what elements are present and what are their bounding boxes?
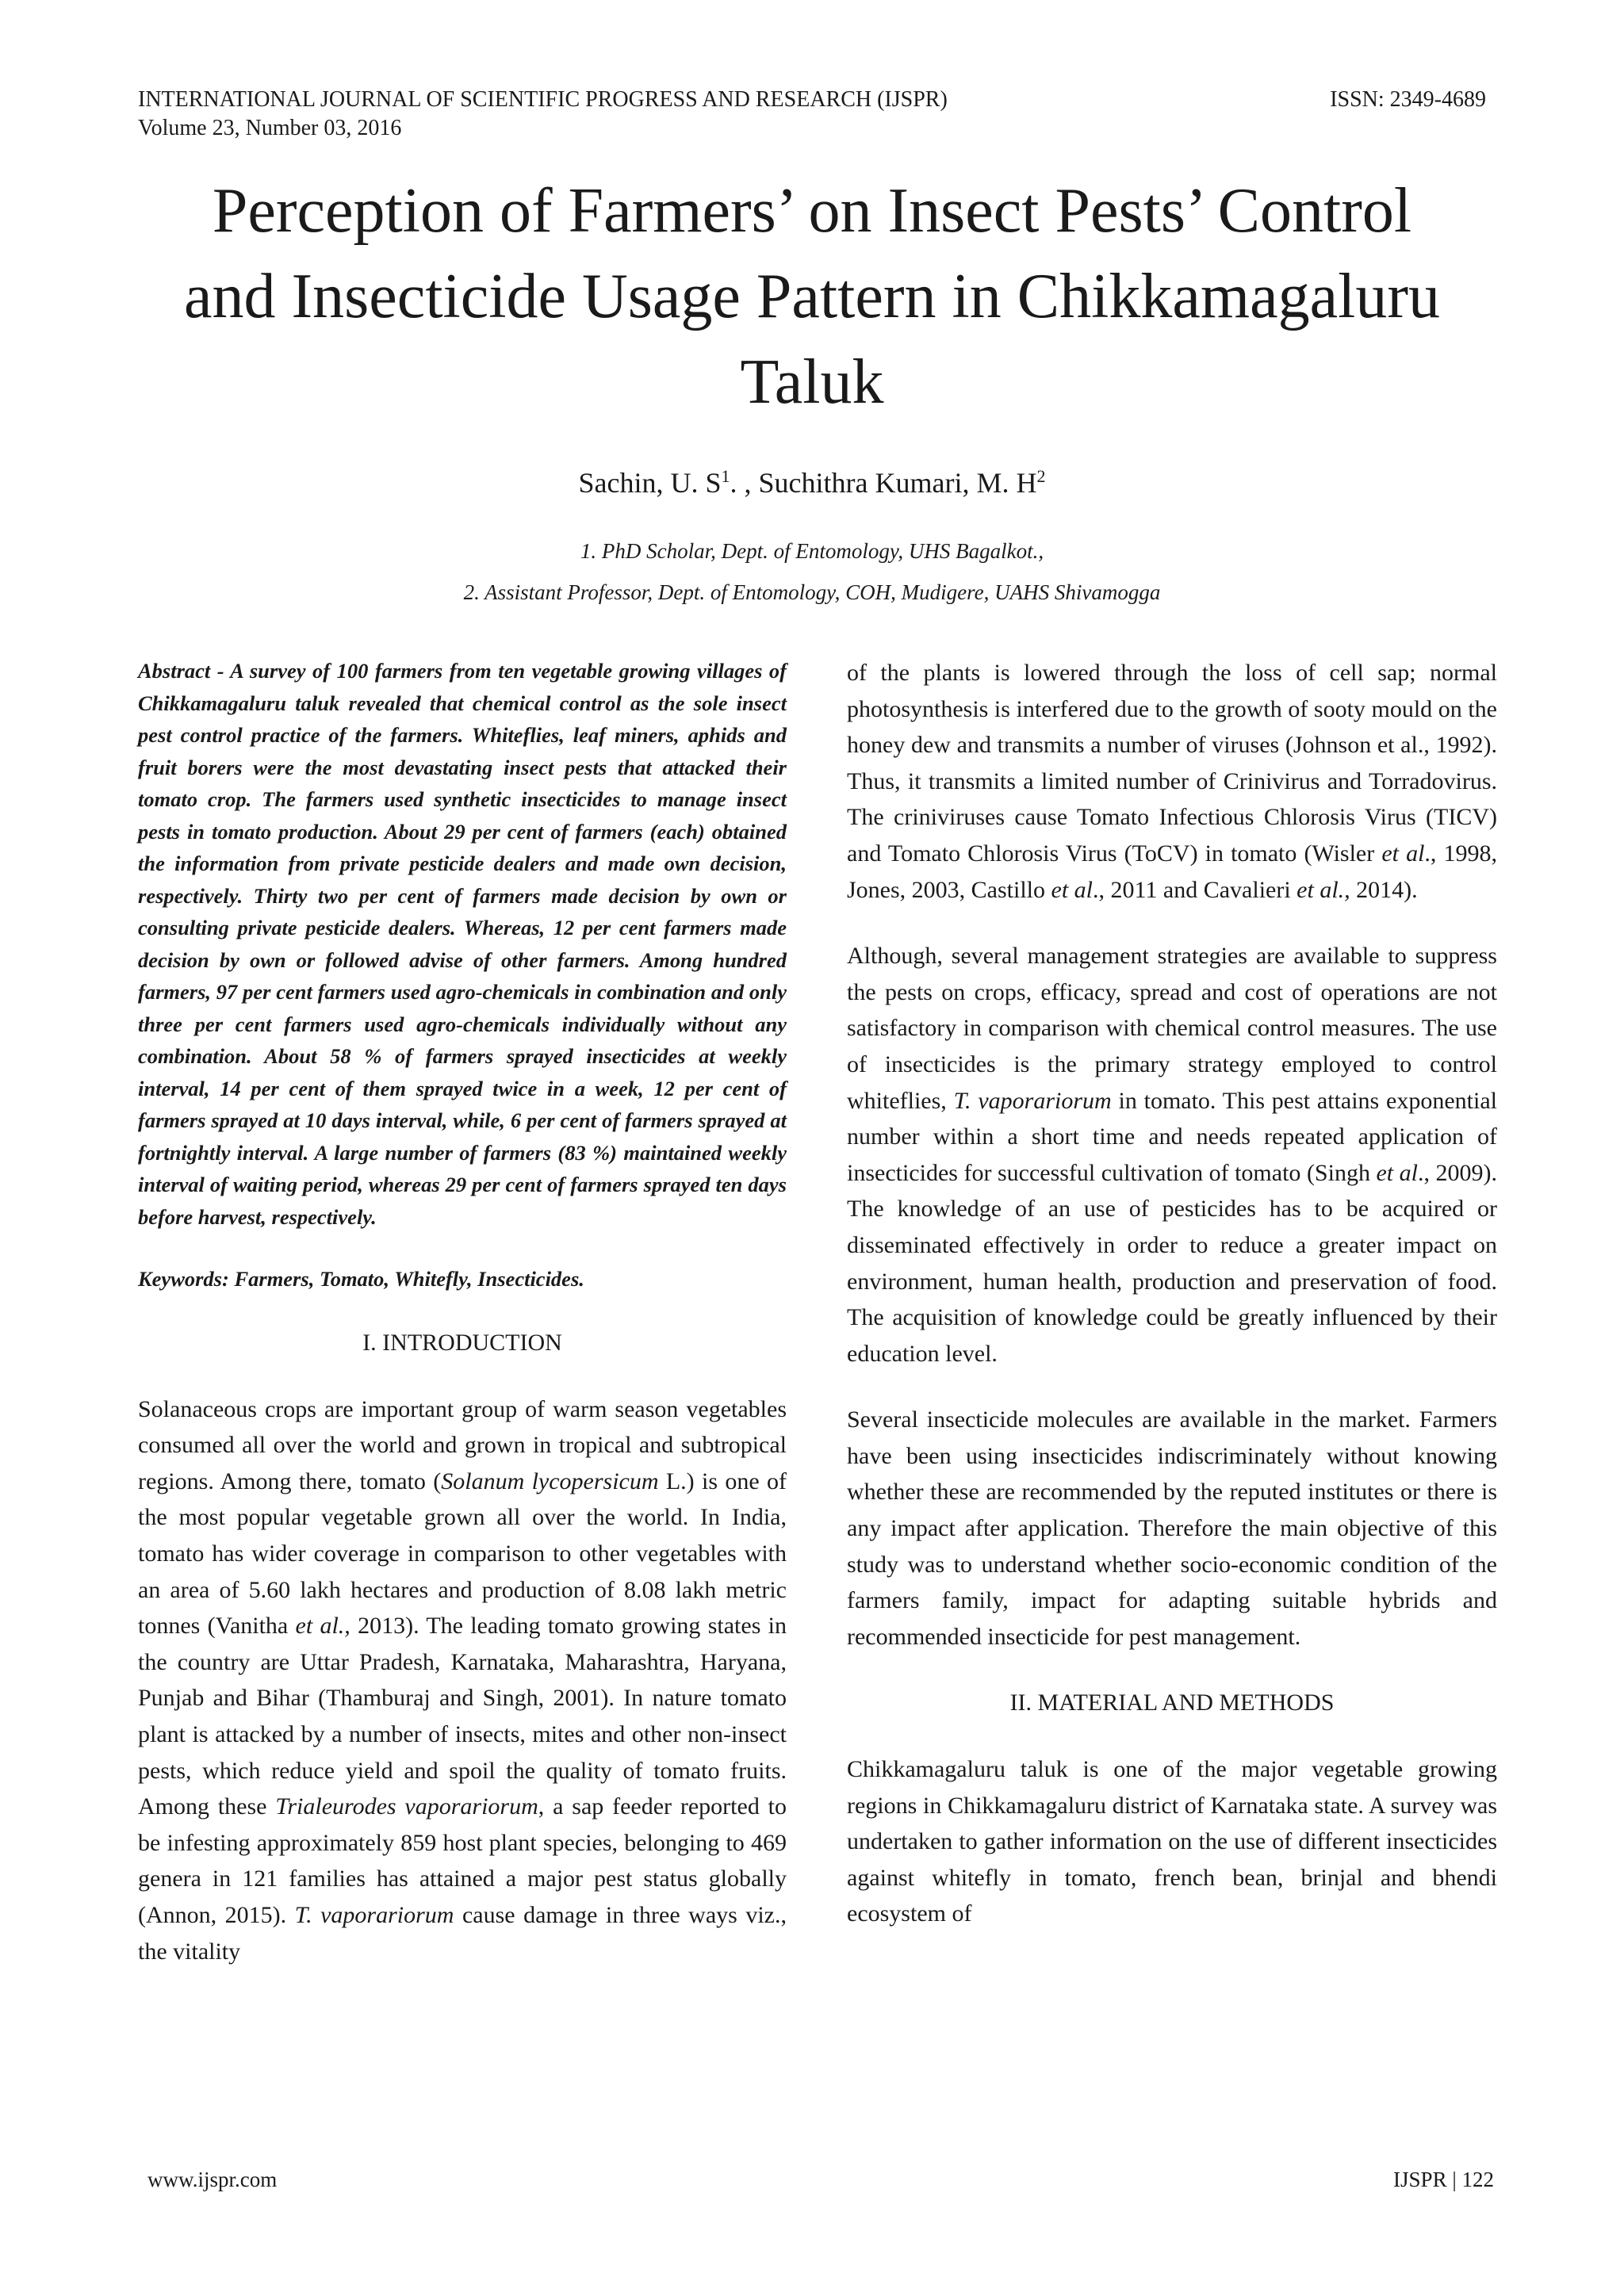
body-paragraph: Although, several management strategies are available to suppress the pests on crops, efficacy, spread and cost of operations are not satisfactory in comparison with chemical control measures. The use of insecticides is the primary strategy employed to control whiteflies, T. vaporariorum in tomato. This pest attains exponential number within a short time and needs repeated application of insecticides for successful cultivation of tomato (Singh et al., 2009). The knowledge of an use of pesticides has to be acquired or disseminated effectively in order to reduce a greater impact on environment, human health, production and preservation of food. The acquisition of knowledge could be greatly influenced by their education level. xyxy=(847,943,1497,1367)
species-name: Trialeurodes vaporariorum xyxy=(275,1793,538,1820)
paper-title xyxy=(138,168,1486,425)
keywords: Keywords: Farmers, Tomato, Whitefly, Insecticides. xyxy=(138,1267,584,1291)
species-name: Solanum lycopersicum xyxy=(441,1468,659,1494)
affiliation-1: 1. PhD Scholar, Dept. of Entomology, UHS Bagalkot., xyxy=(580,539,1044,563)
issn: ISSN: 2349-4689 xyxy=(1330,87,1486,112)
author-1: Sachin, U. S xyxy=(578,467,722,499)
footer-page-number: IJSPR | 122 xyxy=(1393,2168,1494,2191)
et-al: et al., xyxy=(295,1613,350,1640)
footer-website[interactable]: www.ijspr.com xyxy=(147,2168,278,2191)
section-heading-methods: II. MATERIAL AND METHODS xyxy=(1009,1689,1335,1716)
author-2-sup: 2 xyxy=(1036,466,1046,486)
body-paragraph: of the plants is lowered through the loss of cell sap; normal photosynthesis is interfered due to the growth of sooty mould on the honey dew and transmits a number of viruses (Johnson et al., 1992). Thus, it transmits a limited number of Crinivirus and Torradovirus. The criniviruses cause Tomato Infectious Chlorosis Virus (TICV) and Tomato Chlorosis Virus (ToCV) in tomato (Wisler et al., 1998, Jones, 2003, Castillo et al., 2011 and Cavalieri et al., 2014). xyxy=(847,660,1497,903)
affiliation-2: 2. Assistant Professor, Dept. of Entomology, COH, Mudigere, UAHS Shivamogga xyxy=(463,580,1161,604)
abstract: Abstract - A survey of 100 farmers from ten vegetable growing villages of Chikkamagaluru taluk revealed that chemical control as the sole insect pest control practice of the farmers. Whiteflies, leaf miners, aphids and fruit borers were the most devastating insect pests that attacked their tomato crop. The farmers used synthetic insecticides to manage insect pests in tomato production. About 29 per cent of farmers (each) obtained the information from private pesticide dealers and made own decision, respectively. Thirty two per cent of farmers made decision by own or consulting private pesticide dealers. Whereas, 12 per cent farmers made decision by own or followed advise of other farmers. Among hundred farmers, 97 per cent farmers used agro-chemicals in combination and only three per cent farmers used agro-chemicals individually without any combination. About 58 % of farmers sprayed insecticides at weekly interval, 14 per cent of them sprayed twice in a week, 12 per cent of farmers sprayed at 10 days interval, while, 6 per cent of farmers sprayed at fortnightly interval. A large number of farmers (83 %) maintained weekly interval of waiting period, whereas 29 per cent of farmers sprayed ten days before harvest, respectively. xyxy=(138,659,787,1229)
authors xyxy=(138,466,1486,499)
intro-paragraph: Solanaceous crops are important group of warm season vegetables consumed all over the world and grown in tropical and subtropical regions. Among there, tomato (Solanum lycopersicum L.) is one of the most popular vegetable grown all over the world. In India, tomato has wider coverage in comparison to other vegetables with an area of 5.60 lakh hectares and production of 8.08 lakh metric tonnes (Vanitha et al., 2013). The leading tomato growing states in the country are Uttar Pradesh, Karnataka, Maharashtra, Haryana, Punjab and Bihar (Thamburaj and Singh, 2001). In nature tomato plant is attacked by a number of insects, mites and other non-insect pests, which reduce yield and spoil the quality of tomato fruits. Among these Trialeurodes vaporariorum, a sap feeder reported to be infesting approximately 859 host plant species, belonging to 469 genera in 121 families has attained a major pest status globally (Annon, 2015). T. vaporariorum cause damage in three ways viz., the vitality xyxy=(138,1395,787,1965)
journal-name: INTERNATIONAL JOURNAL OF SCIENTIFIC PROGRESS AND RESEARCH (IJSPR) xyxy=(138,87,948,112)
author-2: Suchithra Kumari, M. H xyxy=(758,467,1037,499)
title-line-2: and Insecticide Usage Pattern in Chikkamagaluru xyxy=(184,262,1440,331)
left-column xyxy=(138,655,787,1999)
author-1-sup: 1 xyxy=(721,466,730,486)
title-line-3: Taluk xyxy=(740,347,884,417)
right-column xyxy=(847,655,1497,1962)
volume-info: Volume 23, Number 03, 2016 xyxy=(138,116,402,140)
title-line-1: Perception of Farmers’ on Insect Pests’ Control xyxy=(212,176,1412,246)
section-heading-introduction: I. INTRODUCTION xyxy=(362,1330,562,1356)
running-header xyxy=(138,86,1486,143)
species-name: T. vaporariorum xyxy=(294,1901,454,1928)
body-paragraph: Several insecticide molecules are available in the market. Farmers have been using insecticides indiscriminately without knowing whether these are recommended by the reputed institutes or there is any impact after application. Therefore the main objective of this study was to understand whether socio-economic condition of the farmers family, impact for adapting suitable hybrids and recommended insecticide for pest management. xyxy=(847,1406,1497,1650)
body-paragraph: Chikkamagaluru taluk is one of the major vegetable growing regions in Chikkamagaluru district of Karnataka state. A survey was undertaken to gather information on the use of different insecticides against whitefly in tomato, french bean, brinjal and bhendi ecosystem of xyxy=(847,1756,1497,1927)
author-separator: . , xyxy=(730,467,759,499)
